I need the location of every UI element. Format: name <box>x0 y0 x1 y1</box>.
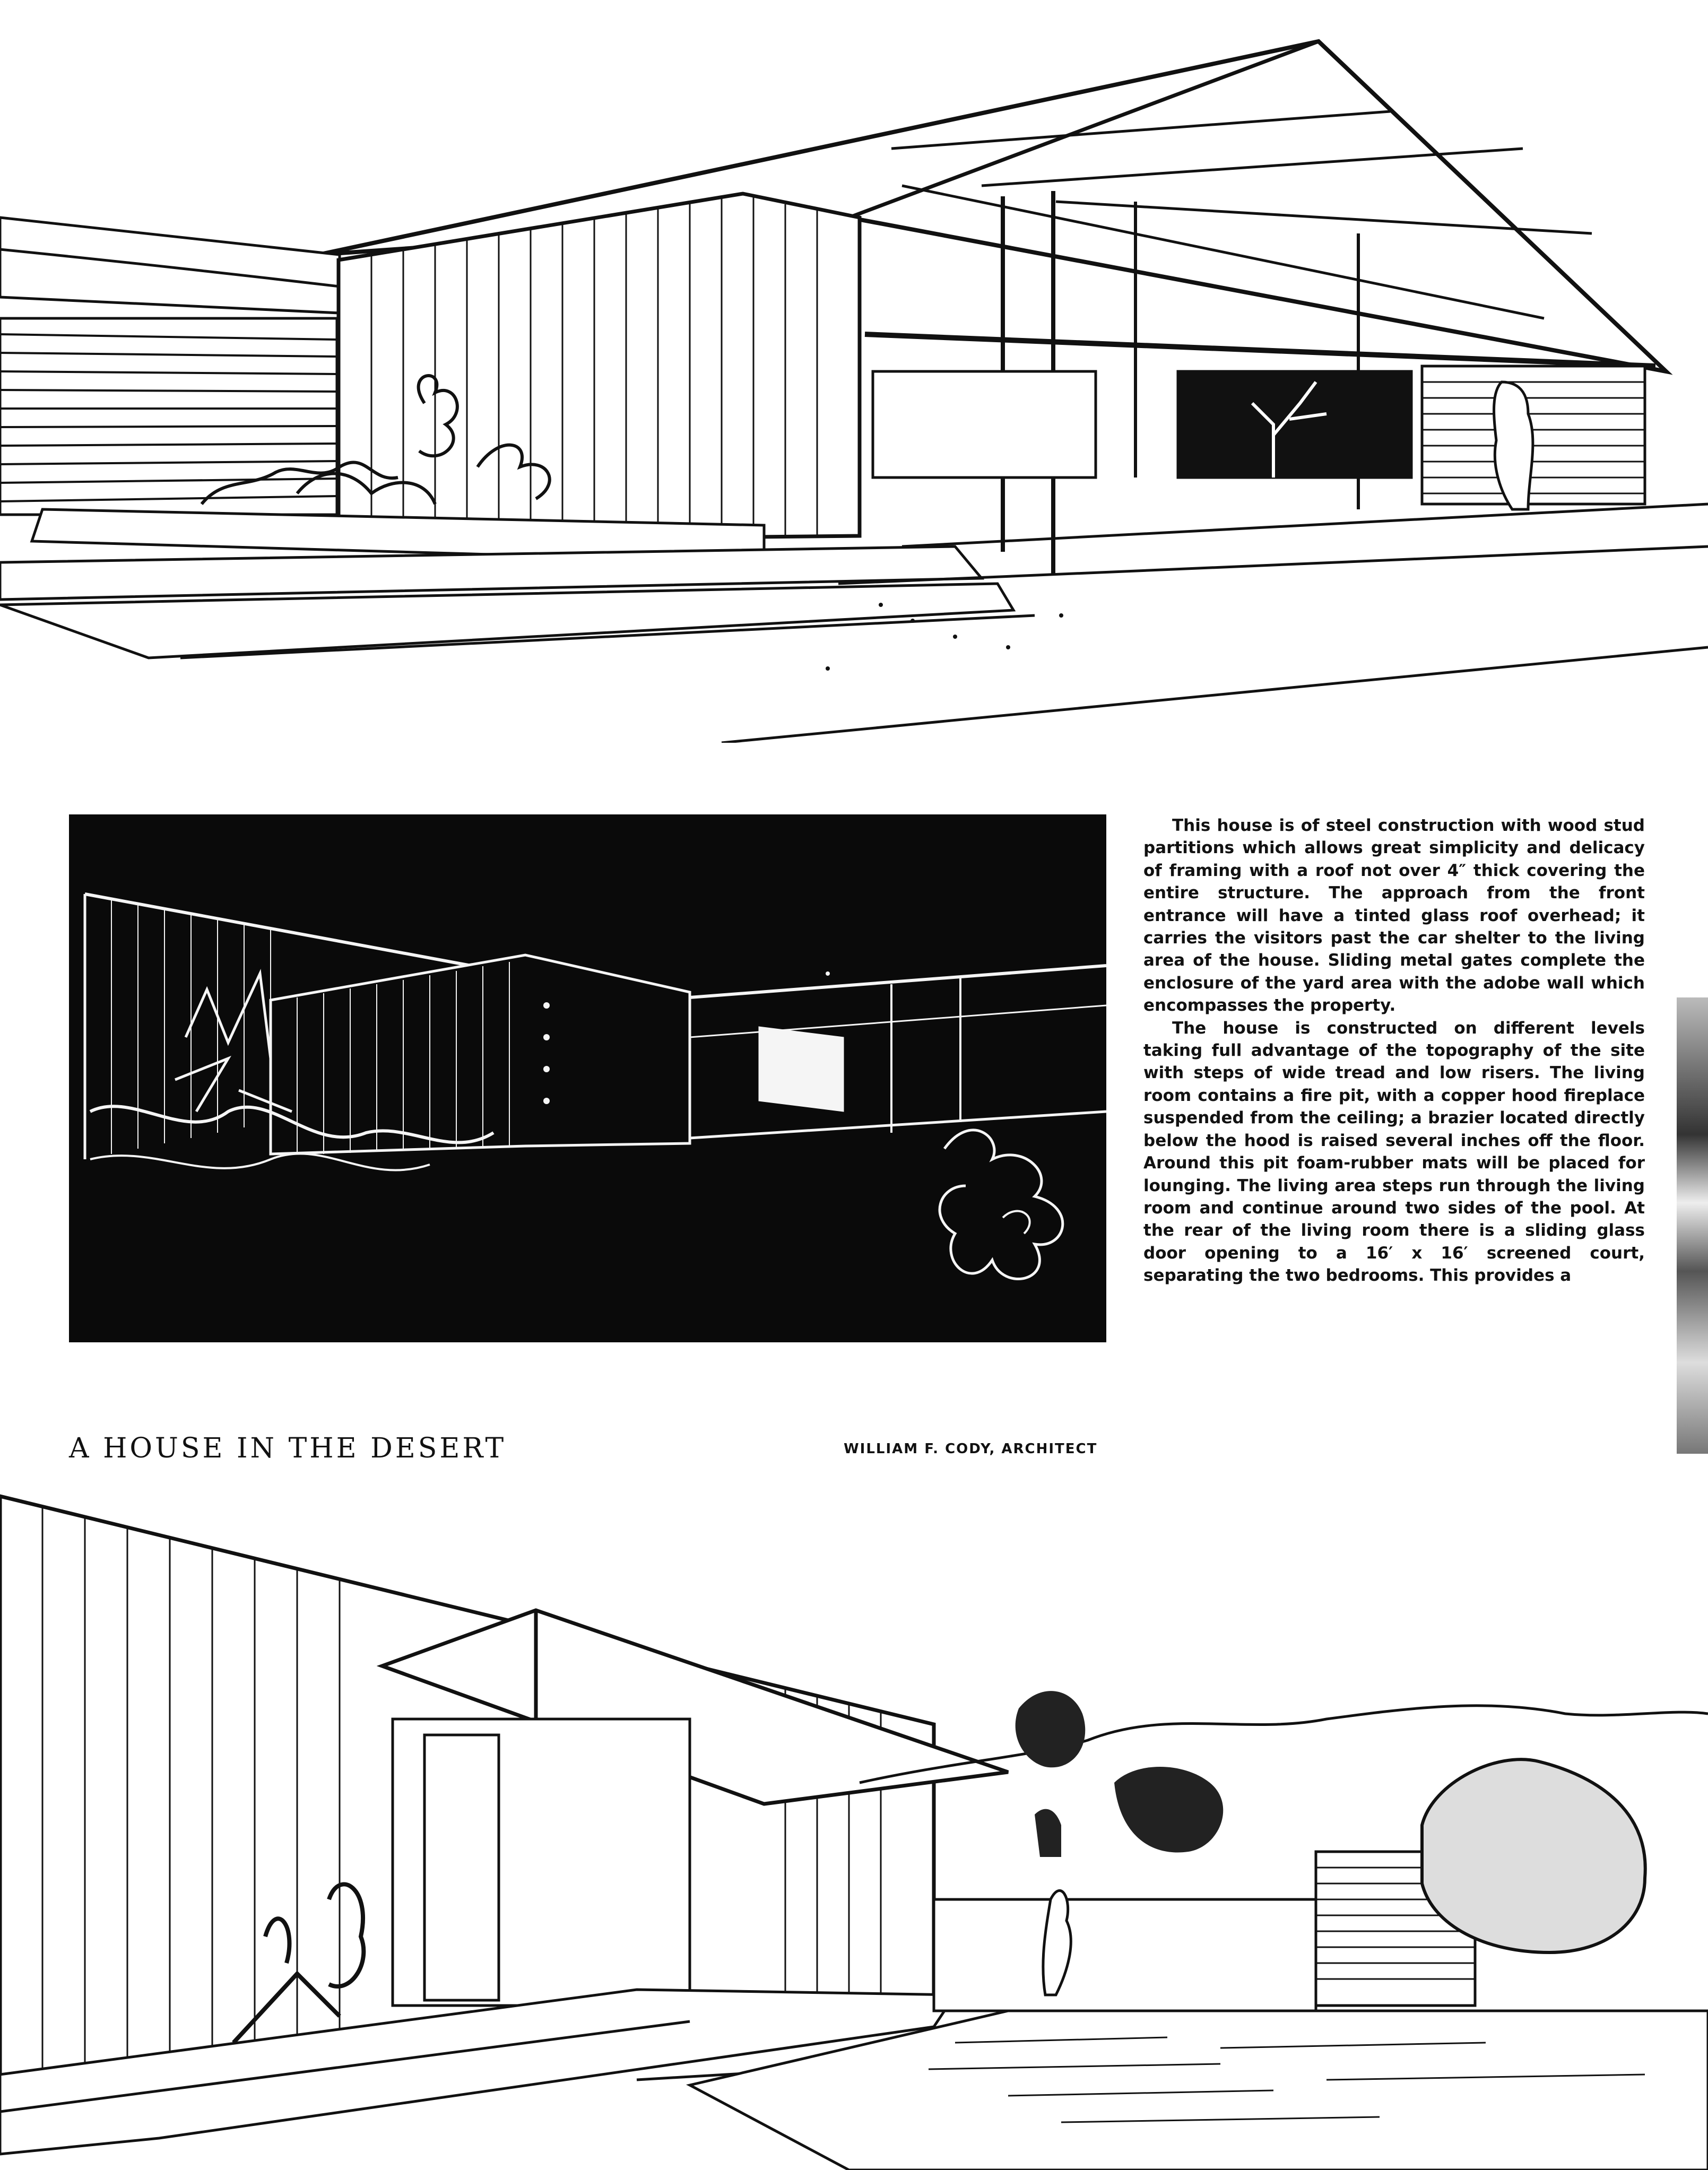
top-perspective-drawing <box>0 0 1708 743</box>
article-paragraph-2: The house is constructed on different levels taking full advantage of the topography of the site with steps of wide tread and low risers. The living room contains a fire pit, with a copper hood fireplace suspended from the ceiling; a brazier located directly below the hood is raised several inches off the floor. Around this pit foam-rubber mats will be placed for lounging. The living area steps run through the living room and continue around two sides of the pool. At the rear of the living room there is a sliding glass door opening to a 16′ x 16′ screened court, separating the two bedrooms. This provides a <box>1143 1018 1645 1286</box>
article-body <box>1143 814 1645 1287</box>
adjacent-page-edge-photo <box>1677 997 1708 1454</box>
architect-credit: WILLIAM F. CODY, ARCHITECT <box>844 1441 1098 1457</box>
article-title: A HOUSE IN THE DESERT <box>69 1433 507 1464</box>
bottom-perspective-drawing <box>0 1486 1708 2170</box>
article-paragraph-1: This house is of steel construction with wood stud partitions which allows great simplicity and delicacy of framing with a roof not over 4″ thick covering the entire structure. The approach from the front entrance will have a tinted glass roof overhead; it carries the visitors past the car shelter to the living area of the house. Sliding metal gates complete the enclosure of the yard area with the adobe wall which encompasses the property. <box>1143 816 1645 1015</box>
night-rendering <box>69 814 1106 1342</box>
